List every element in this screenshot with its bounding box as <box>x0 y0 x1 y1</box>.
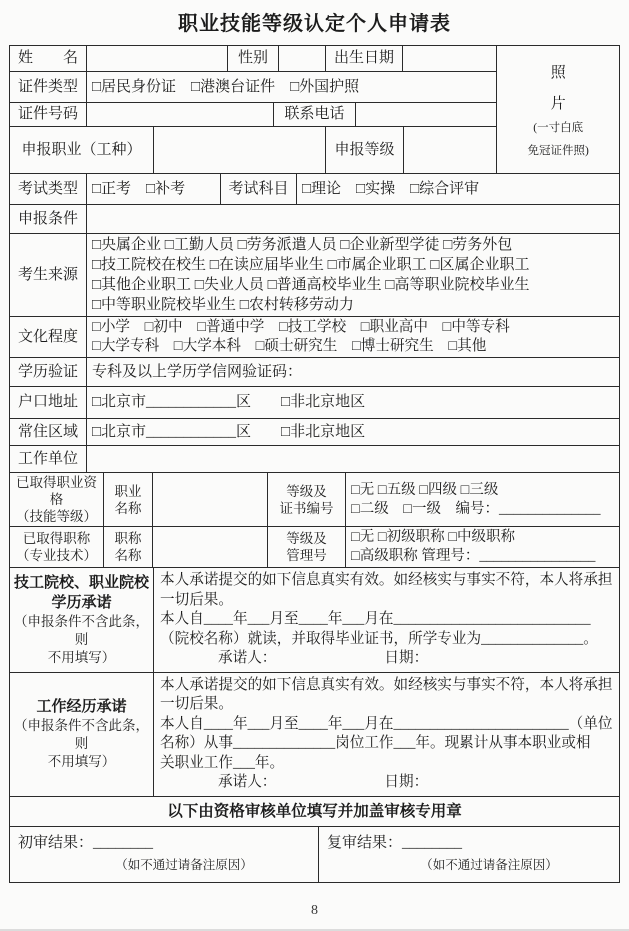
page-number: 8 <box>311 903 318 918</box>
work-commitment-date-label[interactable]: 日期： <box>384 774 429 790</box>
education-level-label: 文化程度 <box>17 328 78 345</box>
qualification-grade-label-line1: 等级及 <box>286 483 327 499</box>
edu-commitment-label <box>10 568 153 672</box>
edu-commitment-text[interactable] <box>153 568 619 672</box>
qualification-label <box>10 473 103 526</box>
photo-label-char1: 照 <box>550 65 566 82</box>
first-review-cell[interactable] <box>10 827 318 882</box>
work-commitment-note-line1: （申报条件不含此条，则 <box>14 718 149 751</box>
id-number-input[interactable] <box>86 103 273 126</box>
row-review-results <box>10 826 619 882</box>
work-commitment-label-line1: 工作经历承诺 <box>36 699 127 715</box>
prof-title-label-line1: 已取得职称 <box>22 531 91 546</box>
source-option-line[interactable]: □央属企业 □工勤人员 □劳务派遣人员 □企业新型学徒 □劳务外包 <box>92 237 513 253</box>
exam-type-options[interactable]: □正考 □补考 <box>86 174 220 204</box>
occupation-label: 申报职业（工种） <box>21 141 142 158</box>
work-commitment-note-line2: 不用填写） <box>47 754 116 769</box>
work-commitment-text-line[interactable]: 名称）从事______________岗位工作___年。现累计从事本职业或相 <box>160 735 591 751</box>
qualification-grade-label <box>267 473 345 526</box>
photo-note-line2: 免冠证件照) <box>527 144 589 157</box>
id-type-label: 证件类型 <box>17 78 78 95</box>
birth-date-label: 出生日期 <box>325 46 402 71</box>
row-exam-type <box>10 173 619 204</box>
page-title: 职业技能等级认定个人申请表 <box>178 13 451 35</box>
qualification-name-label-line2: 名称 <box>114 500 142 516</box>
work-commitment-text-line[interactable]: 本人自____年___月至____年___月在________________________（单位 <box>160 715 613 732</box>
employer-input[interactable] <box>86 446 619 472</box>
conditions-label: 申报条件 <box>17 210 78 227</box>
hukou-label: 户口地址 <box>17 394 78 410</box>
photo-note-line1: (一寸白底 <box>533 122 584 135</box>
second-review-note: （如不通过请备注原因） <box>420 857 558 872</box>
row-id-number <box>10 102 496 126</box>
top-section <box>10 46 619 173</box>
education-level-options[interactable] <box>86 317 619 357</box>
level-input[interactable] <box>403 127 496 173</box>
prof-title-name-label <box>103 527 152 567</box>
source-option-line[interactable]: □中等职业院校毕业生 □农村转移劳动力 <box>92 297 354 313</box>
exam-subject-label: 考试科目 <box>220 174 296 204</box>
row-occupation <box>10 126 496 173</box>
prof-title-label <box>10 527 103 567</box>
second-review-cell[interactable] <box>318 827 619 882</box>
prof-title-name-label-line2: 名称 <box>114 548 142 563</box>
work-commitment-text-line: 一切后果。 <box>160 696 233 712</box>
prof-title-label-line2: （专业技术） <box>16 548 97 563</box>
row-work-commitment <box>10 672 619 796</box>
qualification-grade-options[interactable] <box>345 473 619 526</box>
row-review-header <box>10 796 619 826</box>
candidate-source-options[interactable] <box>86 234 619 316</box>
top-left-rows <box>10 46 496 173</box>
edu-commitment-text-line: 一切后果。 <box>160 591 233 608</box>
row-education-level <box>10 316 619 357</box>
qualification-name-label <box>103 473 152 526</box>
row-edu-verify <box>10 357 619 386</box>
row-employer <box>10 445 619 472</box>
level-label: 申报等级 <box>325 127 403 173</box>
hukou-options[interactable]: □北京市____________区 □非北京地区 <box>86 387 619 418</box>
row-edu-commitment <box>10 567 619 672</box>
source-option-line[interactable]: □技工院校在校生 □在读应届毕业生 □市属企业职工 □区属企业职工 <box>92 257 530 273</box>
row-conditions <box>10 204 619 233</box>
edu-commitment-note-line1: （申报条件不含此条，则 <box>14 613 149 647</box>
row-residence <box>10 418 619 445</box>
work-commitment-signature-line[interactable] <box>160 773 428 793</box>
second-review-result-field[interactable]: 复审结果：________ <box>327 834 463 851</box>
row-hukou <box>10 386 619 418</box>
edu-verify-code-field[interactable]: 专科及以上学历学信网验证码： <box>86 358 619 386</box>
photo-label-char2: 片 <box>550 95 566 112</box>
prof-title-name-input[interactable] <box>152 527 267 567</box>
work-commitment-signer-label[interactable]: 承诺人： <box>218 774 277 790</box>
conditions-input[interactable] <box>86 205 619 233</box>
edu-commitment-label-line1: 技工院校、职业院校 <box>13 574 149 591</box>
id-type-options[interactable]: □居民身份证 □港澳台证件 □外国护照 <box>86 72 496 102</box>
exam-subject-options[interactable]: □理论 □实操 □综合评审 <box>296 174 619 204</box>
qualification-option-line[interactable]: □二级 □一级 编号：______________ <box>351 500 601 517</box>
edu-commitment-text-line: 本人承诺提交的如下信息真实有效。如经核实与事实不符，本人将承担 <box>160 572 613 588</box>
residence-options[interactable]: □北京市____________区 □非北京地区 <box>86 419 619 445</box>
prof-title-grade-label-line2: 管理号 <box>286 548 327 563</box>
work-commitment-text[interactable] <box>153 673 619 796</box>
phone-label: 联系电话 <box>273 103 355 126</box>
prof-title-name-label-line1: 职称 <box>114 531 142 546</box>
edu-commitment-signature-line[interactable] <box>160 649 428 669</box>
occupation-input[interactable] <box>153 127 325 173</box>
qualification-name-input[interactable] <box>152 473 267 526</box>
edu-commitment-note-line2: 不用填写） <box>47 649 116 665</box>
work-commitment-text-line: 本人承诺提交的如下信息真实有效。如经核实与事实不符，本人将承担 <box>160 676 613 693</box>
id-number-label: 证件号码 <box>17 106 78 122</box>
edu-commitment-text-line[interactable]: （院校名称）就读，并取得毕业证书，所学专业为______________。 <box>160 630 598 647</box>
edu-commitment-signer-label[interactable]: 承诺人： <box>218 650 277 666</box>
first-review-result-field[interactable]: 初审结果：________ <box>18 834 154 851</box>
row-id-type <box>10 71 496 102</box>
edu-commitment-label-line2: 学历承诺 <box>51 594 112 611</box>
candidate-source-label: 考生来源 <box>17 266 78 283</box>
review-section-header: 以下由资格审核单位填写并加盖审核专用章 <box>167 802 462 820</box>
name-label: 姓 名 <box>17 50 78 66</box>
prof-title-option-line[interactable]: □高级职称 管理号：________________ <box>351 548 596 564</box>
prof-title-option-line[interactable]: □无 □初级职称 □中级职称 <box>351 529 516 545</box>
phone-input[interactable] <box>355 103 496 126</box>
row-candidate-source <box>10 233 619 316</box>
source-option-line[interactable]: □其他企业职工 □失业人员 □普通高校毕业生 □高等职业院校毕业生 <box>92 277 530 293</box>
employer-label: 工作单位 <box>17 450 78 467</box>
name-input[interactable] <box>86 46 227 71</box>
residence-label: 常住区域 <box>17 423 78 440</box>
prof-title-grade-label <box>267 527 345 567</box>
birth-date-input[interactable] <box>402 46 496 71</box>
row-name <box>10 46 496 71</box>
edu-commitment-date-label[interactable]: 日期： <box>384 650 429 666</box>
qualification-label-line2: （技能等级） <box>16 509 97 524</box>
exam-type-label: 考试类型 <box>17 180 78 197</box>
qualification-name-label-line1: 职业 <box>114 483 142 499</box>
work-commitment-label <box>10 673 153 796</box>
education-option-line[interactable]: □大学专科 □大学本科 □硕士研究生 □博士研究生 □其他 <box>92 338 487 354</box>
qualification-option-line[interactable]: □无 □五级 □四级 □三级 <box>351 481 499 498</box>
qualification-label-line1: 已取得职业资格 <box>16 475 97 507</box>
first-review-note: （如不通过请备注原因） <box>115 857 253 872</box>
gender-input[interactable] <box>278 46 325 71</box>
work-commitment-text-line[interactable]: 关职业工作___年。 <box>160 754 285 771</box>
education-option-line[interactable]: □小学 □初中 □普通中学 □技工学校 □职业高中 □中等专科 <box>92 319 510 335</box>
prof-title-grade-options[interactable] <box>345 527 619 567</box>
edu-commitment-text-line[interactable]: 本人自____年___月至____年___月在___________________________ <box>160 611 591 627</box>
qualification-grade-label-line2: 证书编号 <box>279 500 334 516</box>
prof-title-grade-label-line1: 等级及 <box>286 531 327 546</box>
edu-verify-label: 学历验证 <box>17 363 78 380</box>
row-qualification <box>10 472 619 526</box>
photo-box <box>496 46 619 173</box>
row-prof-title <box>10 526 619 567</box>
gender-label: 性别 <box>227 46 278 71</box>
application-form <box>9 45 620 883</box>
